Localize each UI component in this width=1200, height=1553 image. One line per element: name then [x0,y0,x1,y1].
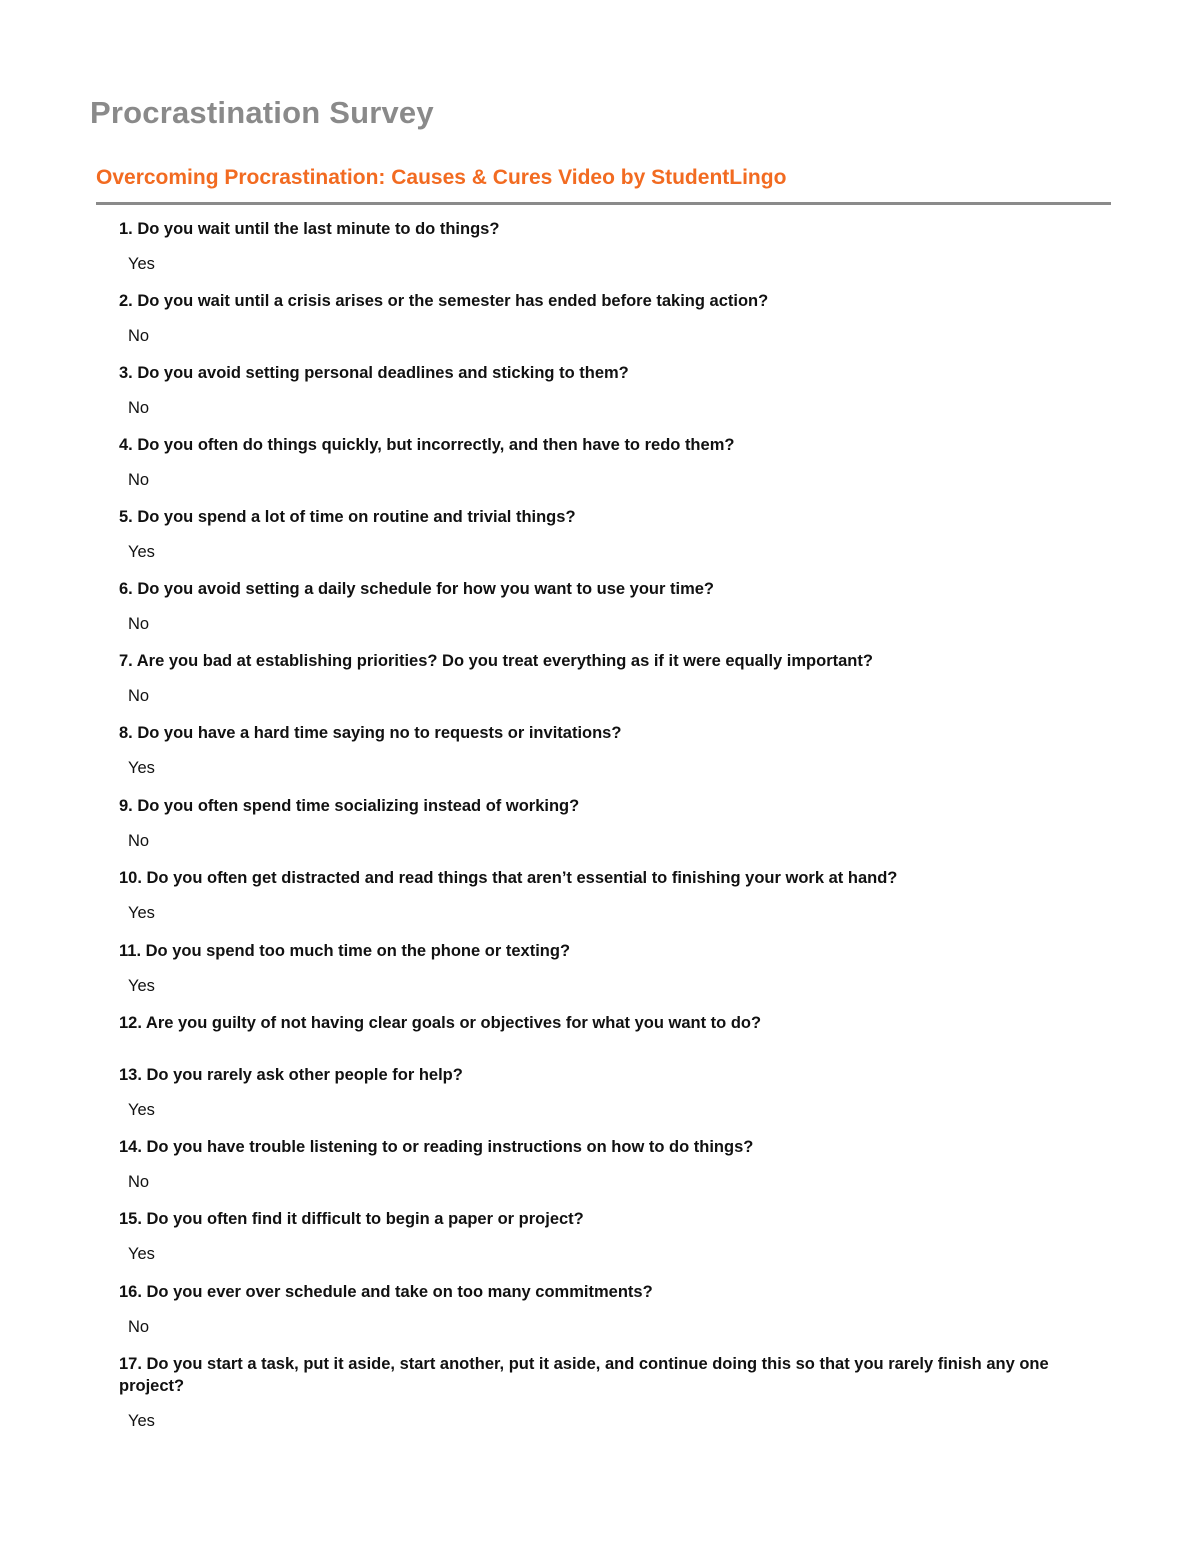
answer-text: No [128,1173,150,1191]
question-item [119,867,1109,923]
question-item [119,650,1109,706]
answer-text: Yes [128,255,155,273]
answer-text: No [128,399,150,417]
question-text: 5. Do you spend a lot of time on routine and trivial things? [119,508,576,526]
question-text: 10. Do you often get distracted and read things that aren’t essential to finishing your work at hand? [119,869,898,887]
question-item [119,434,1109,490]
question-item [119,1281,1109,1337]
answer-text: No [128,832,150,850]
question-text: 17. Do you start a task, put it aside, start another, put it aside, and continue doing this so that you rarely finish any one project? [119,1355,1049,1395]
question-text: 2. Do you wait until a crisis arises or the semester has ended before taking action? [119,292,769,310]
answer-text: No [128,687,150,705]
question-text: 7. Are you bad at establishing priorities? Do you treat everything as if it were equally important? [119,652,873,670]
question-item [119,1136,1109,1192]
question-item [119,218,1109,274]
question-item [119,362,1109,418]
answer-text: Yes [128,759,155,777]
question-text: 3. Do you avoid setting personal deadlines and sticking to them? [119,364,629,382]
question-item [119,506,1109,562]
answer-text: Yes [128,977,155,995]
answer-text: No [128,615,150,633]
question-item [119,1353,1109,1431]
question-item [119,1012,1109,1048]
question-text: 1. Do you wait until the last minute to do things? [119,220,500,238]
question-text: 11. Do you spend too much time on the phone or texting? [119,942,571,960]
question-text: 4. Do you often do things quickly, but incorrectly, and then have to redo them? [119,436,735,454]
answer-text: Yes [128,904,155,922]
question-text: 9. Do you often spend time socializing instead of working? [119,797,580,815]
question-text: 12. Are you guilty of not having clear goals or objectives for what you want to do? [119,1014,762,1032]
question-text: 15. Do you often find it difficult to begin a paper or project? [119,1210,584,1228]
question-text: 16. Do you ever over schedule and take on too many commitments? [119,1283,653,1301]
section-subtitle: Overcoming Procrastination: Causes & Cures Video by StudentLingo [96,166,787,189]
question-text: 6. Do you avoid setting a daily schedule for how you want to use your time? [119,580,715,598]
answer-text: No [128,327,150,345]
question-item [119,1064,1109,1120]
question-item [119,940,1109,996]
answer-text: Yes [128,1101,155,1119]
answer-text: Yes [128,1412,155,1430]
question-item [119,722,1109,778]
page-title: Procrastination Survey [90,95,434,130]
answer-text: No [128,1318,150,1336]
question-item [119,290,1109,346]
question-item [119,578,1109,634]
answer-text: Yes [128,1245,155,1263]
question-text: 13. Do you rarely ask other people for help? [119,1066,463,1084]
answer-text: No [128,471,150,489]
question-text: 8. Do you have a hard time saying no to requests or invitations? [119,724,622,742]
question-text: 14. Do you have trouble listening to or reading instructions on how to do things? [119,1138,754,1156]
question-item [119,795,1109,851]
answer-text: Yes [128,543,155,561]
question-item [119,1208,1109,1264]
